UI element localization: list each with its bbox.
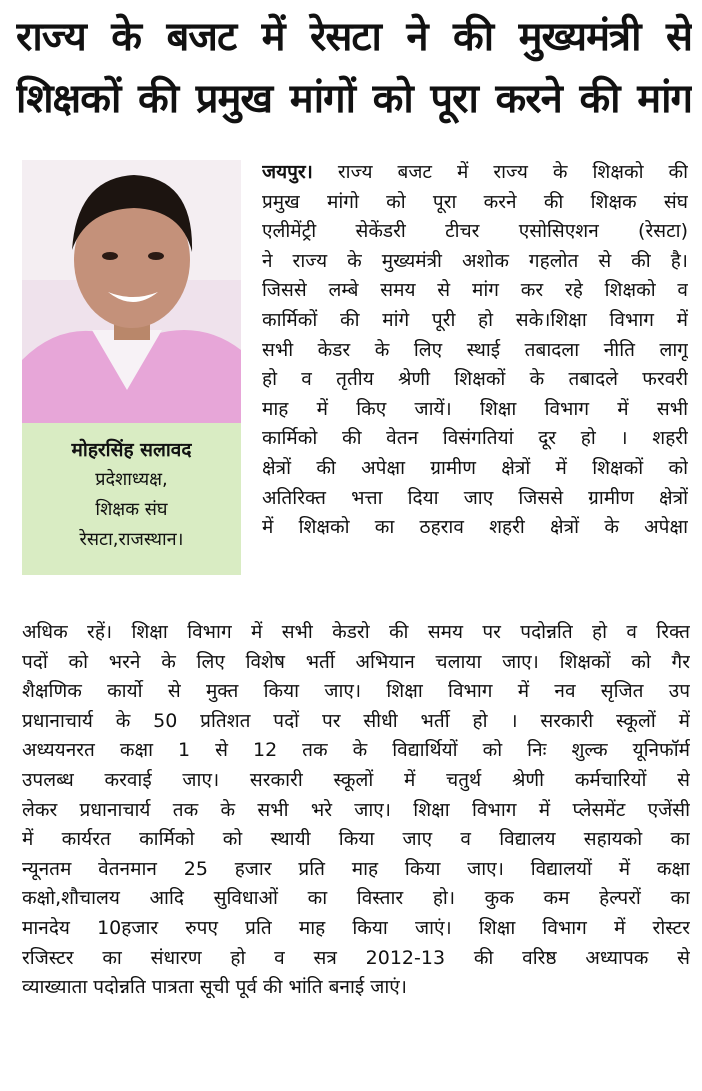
article-line: अतिरिक्त भत्ता दिया जाए जिससे ग्रामीण क्षेत्रों xyxy=(262,486,688,509)
article-line: पदों को भरने के लिए विशेष भर्ती अभियान चलाया जाए। शिक्षकों को गैर xyxy=(22,650,690,673)
article-line: एलीमेंट्री सेकेंडरी टीचर एसोसिएशन (रेसटा) xyxy=(262,220,688,243)
headline-line-1: राज्य के बजट में रेसटा ने की मुख्यमंत्री से xyxy=(16,14,692,60)
article-line: शैक्षणिक कार्यो से मुक्त किया जाए। शिक्षा विभाग में नव सृजित उप xyxy=(22,680,690,703)
caption-org-line-2: रेसटा,राजस्थान। xyxy=(79,529,184,550)
article-line: कार्मिकों की मांगे पूरी हो सके।शिक्षा विभाग में xyxy=(262,308,688,331)
portrait-illustration xyxy=(22,160,241,423)
article-line: रजिस्टर का संधारण हो व सत्र 2012-13 की वरिष्ठ अध्यापक से xyxy=(22,946,690,969)
article-line: में शिक्षको का ठहराव शहरी क्षेत्रों के अपेक्षा xyxy=(262,516,688,539)
article-line: जयपुर। राज्य बजट में राज्य के शिक्षको की xyxy=(262,161,688,183)
article-line: क्षेत्रों की अपेक्षा ग्रामीण क्षेत्रों में शिक्षकों को xyxy=(262,456,688,479)
article-line: जिससे लम्बे समय से मांग कर रहे शिक्षको व xyxy=(262,279,688,302)
article-line: कक्षो,शौचालय आदि सुविधाओं का विस्तार हो। कुक कम हेल्परों का xyxy=(22,887,690,910)
article-line: कार्मिको की वेतन विसंगतियां दूर हो । शहरी xyxy=(262,427,688,450)
dateline: जयपुर। xyxy=(262,161,313,183)
headline xyxy=(16,6,692,130)
article-line: प्रमुख मांगो को पूरा करने की शिक्षक संघ xyxy=(262,190,688,213)
article-line: प्रधानाचार्य के 50 प्रतिशत पदों पर सीधी भर्ती हो । सरकारी स्कूलों में xyxy=(22,709,690,732)
article-line: माह में किए जायें। शिक्षा विभाग में सभी xyxy=(262,397,688,420)
photo-caption xyxy=(22,423,241,575)
article-full-text xyxy=(22,618,690,1003)
article-line: न्यूनतम वेतनमान 25 हजार प्रति माह किया जाए। विद्यालयों में कक्षा xyxy=(22,857,690,880)
article-line: हो व तृतीय श्रेणी शिक्षकों के तबादले फरवरी xyxy=(262,368,688,391)
article-column-text xyxy=(262,158,688,543)
article-line: लेकर प्रधानाचार्य तक के सभी भरे जाए। शिक्षा विभाग में प्लेसमेंट एजेंसी xyxy=(22,798,690,821)
article-line: ने राज्य के मुख्यमंत्री अशोक गहलोत से की है। xyxy=(262,249,688,272)
article-line: उपलब्ध करवाई जाए। सरकारी स्कूलों में चतुर्थ श्रेणी कर्मचारियों से xyxy=(22,768,690,791)
article-line: मानदेय 10हजार रुपए प्रति माह किया जाएं। शिक्षा विभाग में रोस्टर xyxy=(22,916,690,939)
caption-designation: प्रदेशाध्यक्ष, xyxy=(95,469,168,490)
article-line: में कार्यरत कार्मिको को स्थायी किया जाए व विद्यालय सहायको का xyxy=(22,828,690,851)
portrait-photo xyxy=(22,160,241,423)
caption-org-line-1: शिक्षक संघ xyxy=(95,499,168,520)
caption-name: मोहरसिंह सलावद xyxy=(71,439,192,461)
article-line: व्याख्याता पदोन्नति पात्रता सूची पूर्व की भांति बनाई जाएं। xyxy=(22,976,407,999)
article-line: सभी केडर के लिए स्थाई तबादला नीति लागू xyxy=(262,338,688,361)
headline-line-2: शिक्षकों की प्रमुख मांगों को पूरा करने की मांग xyxy=(16,76,692,122)
article-line: अध्ययनरत कक्षा 1 से 12 तक के विद्यार्थियों को निः शुल्क यूनिफॉर्म xyxy=(22,739,690,762)
article-line: अधिक रहें। शिक्षा विभाग में सभी केडरो की समय पर पदोन्नति हो व रिक्त xyxy=(22,621,690,643)
